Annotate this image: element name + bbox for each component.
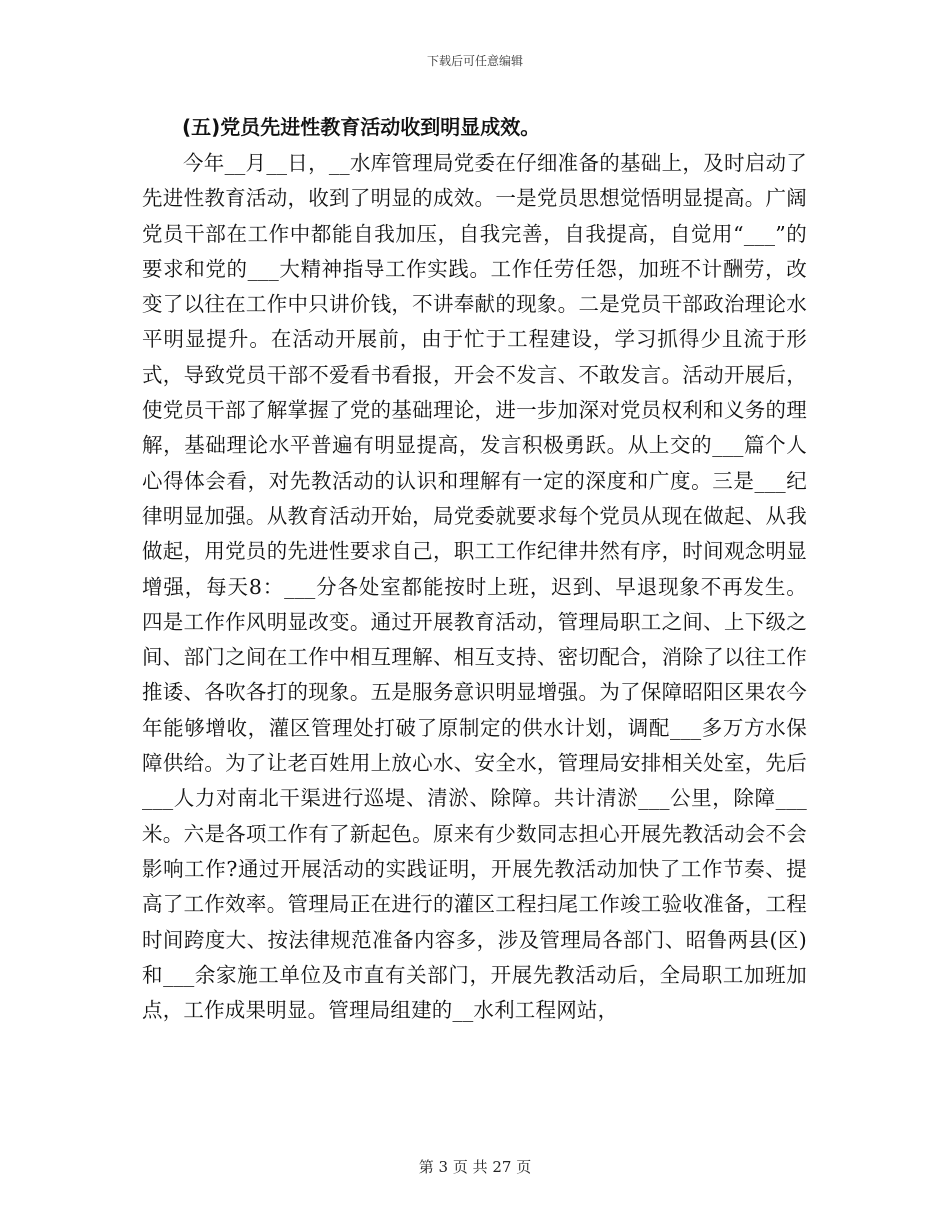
section-paragraph: 今年__月__日，__水库管理局党委在仔细准备的基础上，及时启动了先进性教育活动，收到了明显的成效。一是党员思想觉悟明显提高。广阔党员干部在工作中都能自我加压，自我完善，自我提高，自觉用“___”的要求和党的___大精神指导工作实践。工作任劳任怨，加班不计酬劳，改变了以往在工作中只讲价钱，不讲奉献的现象。二是党员干部政治理论水平明显提升。在活动开展前，由于忙于工程建设，学习抓得少且流于形式，导致党员干部不爱看书看报，开会不发言、不敢发言。活动开展后，使党员干部了解掌握了党的基础理论，进一步加深对党员权利和义务的理解，基础理论水平普遍有明显提高，发言积极勇跃。从上交的___篇个人心得体会看，对先教活动的认识和理解有一定的深度和广度。三是___纪律明显加强。从教育活动开始，局党委就要求每个党员从现在做起、从我做起，用党员的先进性要求自己，职工工作纪律井然有序，时间观念明显增强，每天8：___分各处室都能按时上班，迟到、早退现象不再发生。四是工作作风明显改变。通过开展教育活动，管理局职工之间、上下级之间、部门之间在工作中相互理解、相互支持、密切配合，消除了以往工作推诿、各吹各打的现象。五是服务意识明显增强。为了保障昭阳区果农今年能够增收，灌区管理处打破了原制定的供水计划，调配___多万方水保障供给。为了让老百姓用上放心水、安全水，管理局安排相关处室，先后___人力对南北干渠进行巡堤、清淤、除障。共计清淤___公里，除障___米。六是各项工作有了新起色。原来有少数同志担心开展先教活动会不会影响工作?通过开展活动的实践证明，开展先教活动加快了工作节奏、提高了工作效率。管理局正在进行的灌区工程扫尾工作竣工验收准备，工程时间跨度大、按法律规范准备内容多，涉及管理局各部门、昭鲁两县(区)和___余家施工单位及市直有关部门，开展先教活动后，全局职工加班加点，工作成果明显。管理局组建的__水利工程网站， — [142, 151, 807, 1023]
section-heading: (五)党员先进性教育活动收到明显成效。 — [182, 115, 541, 139]
document-body — [142, 110, 807, 1028]
page-number: 第 3 页 共 27 页 — [418, 1158, 532, 1176]
page-header-note: 下载后可任意编辑 — [426, 54, 523, 68]
